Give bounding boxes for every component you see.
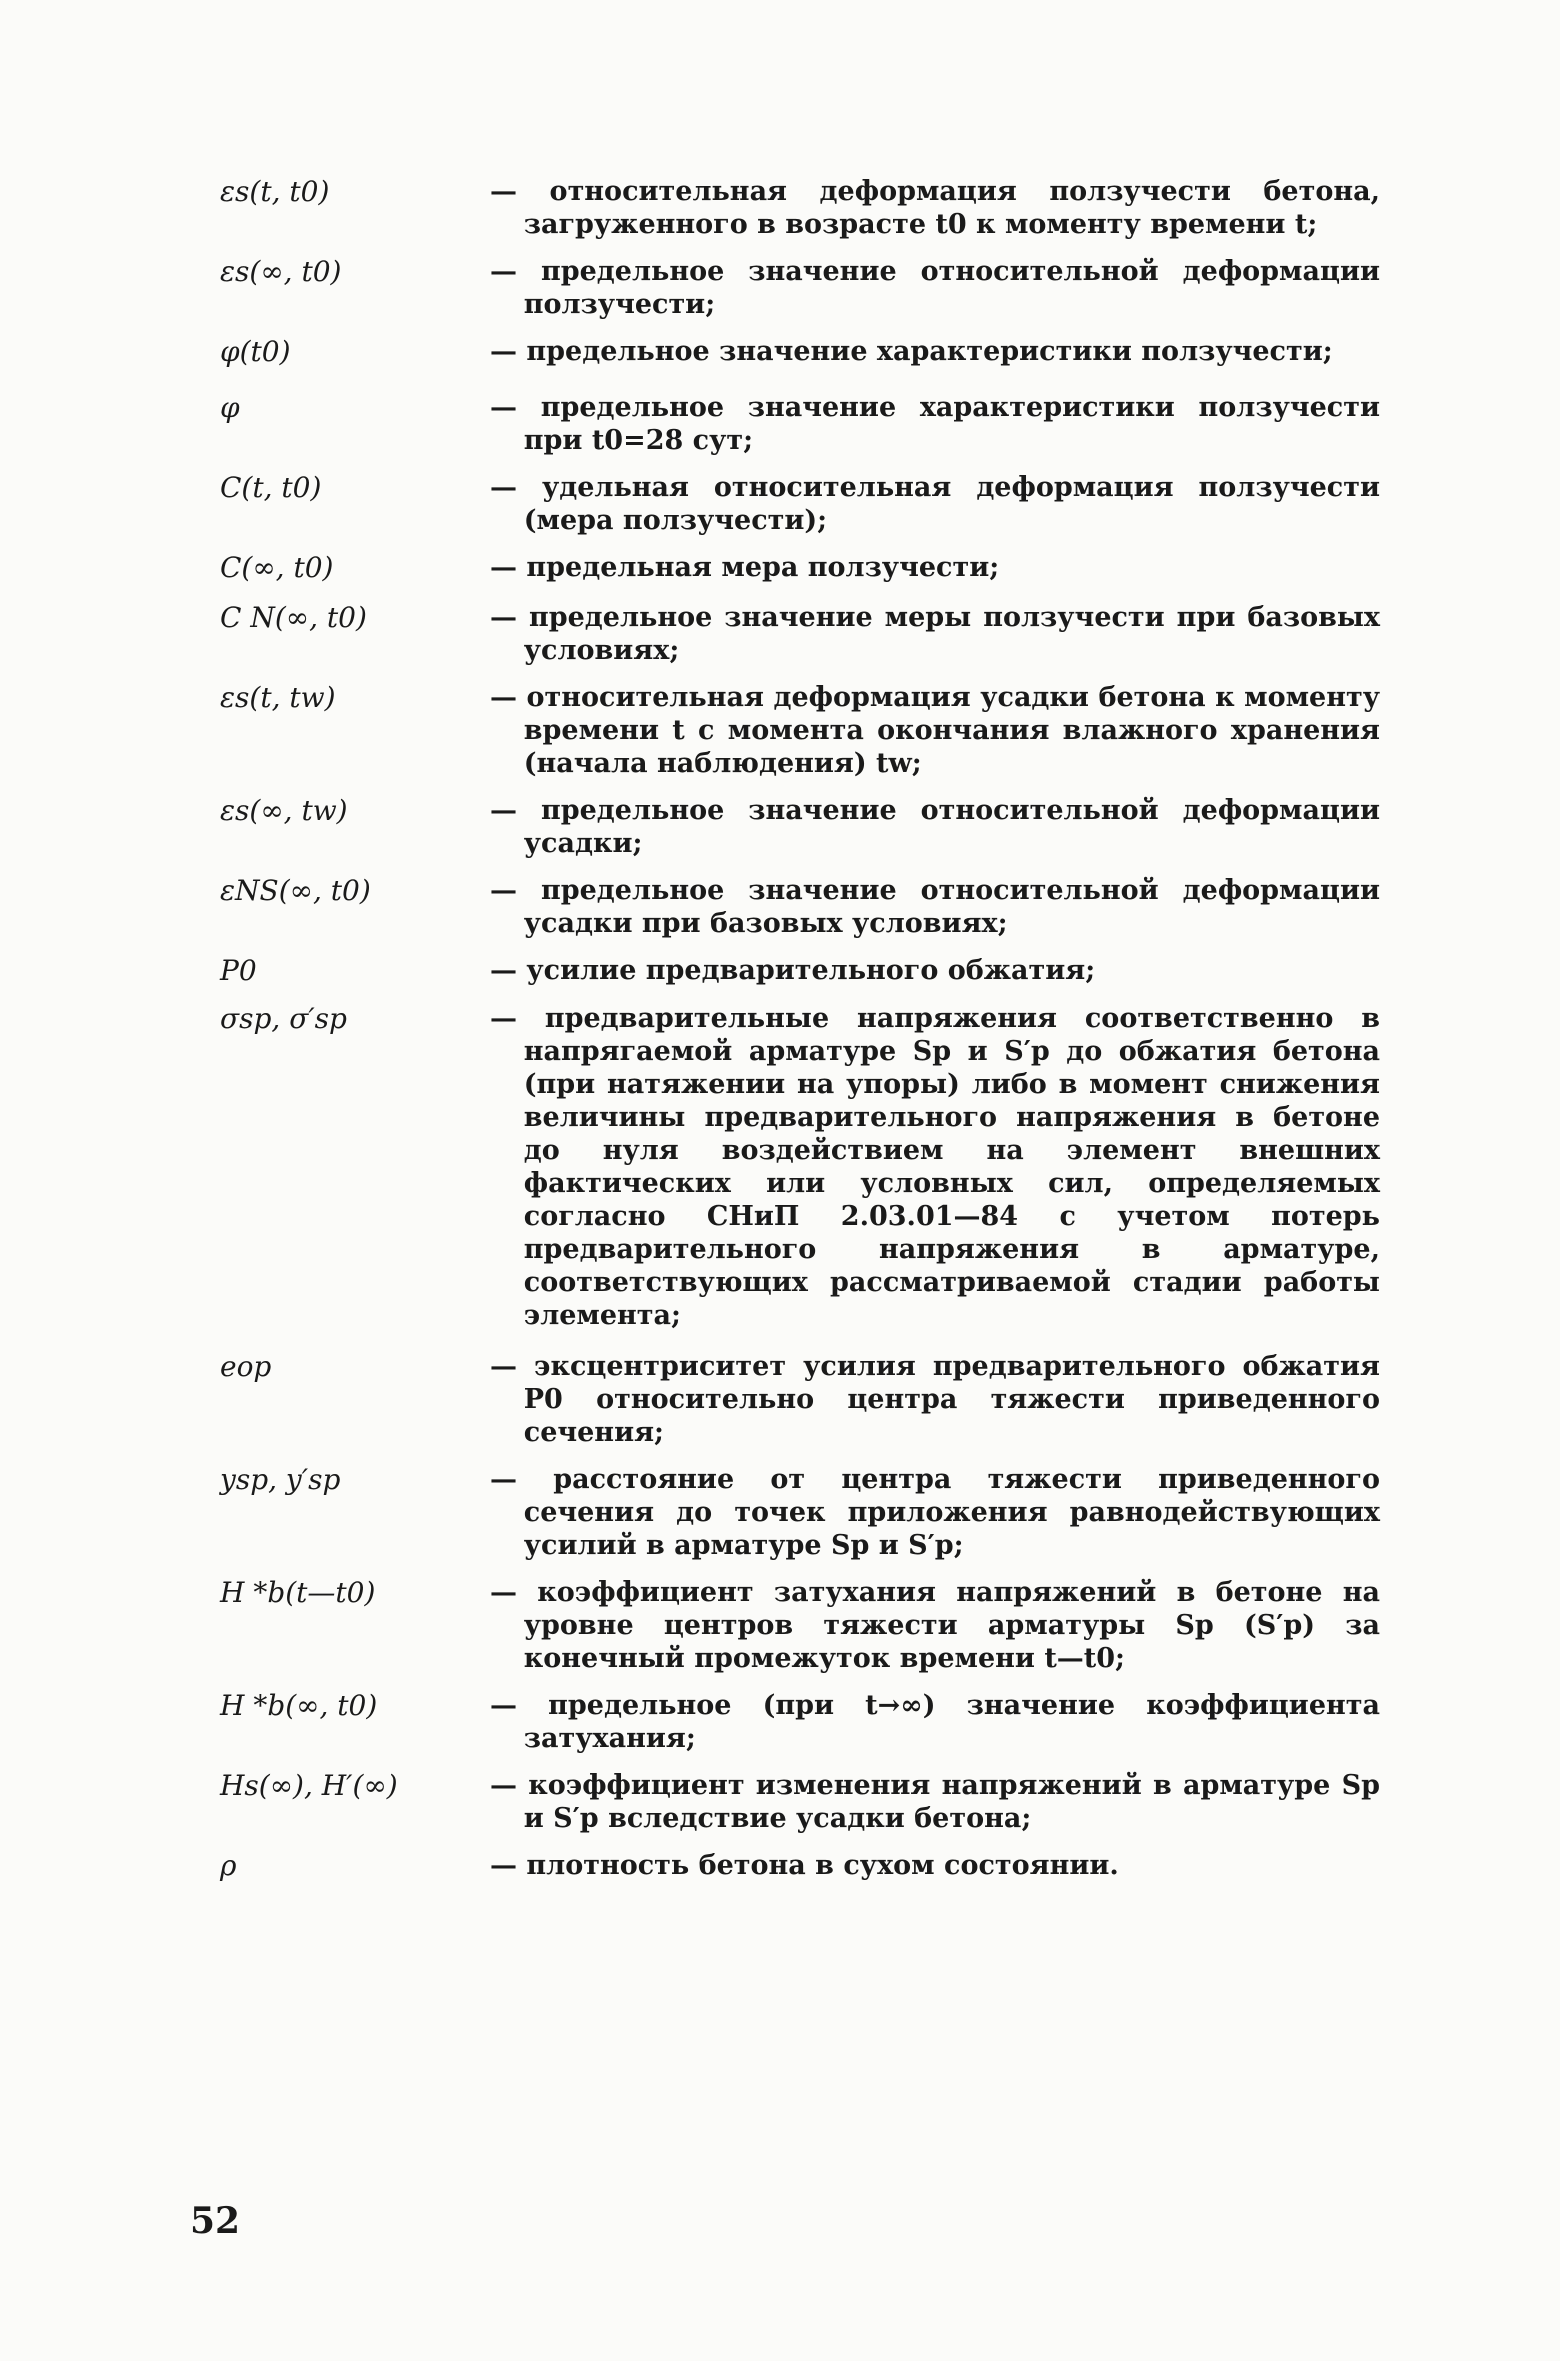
notation-symbol: εNS(∞, t0) xyxy=(220,874,371,907)
notation-symbol: C N(∞, t0) xyxy=(220,601,367,634)
notation-description: — относительная деформация усадки бетона к моменту времени t с момента окончания влажного хранения (начала наблюдения) tw; xyxy=(490,682,1380,779)
notation-entry xyxy=(200,175,1380,241)
notation-description: — предельное значение меры ползучести при базовых условиях; xyxy=(490,602,1380,666)
notation-description: — эксцентриситет усилия предварительного обжатия P0 относительно центра тяжести приведенного сечения; xyxy=(490,1351,1380,1448)
notation-description: — плотность бетона в сухом состоянии. xyxy=(490,1850,1119,1881)
notation-entry xyxy=(200,1463,1380,1562)
notation-description: — расстояние от центра тяжести приведенного сечения до точек приложения равнодействующих усилий в арматуре Sp и S′p; xyxy=(490,1464,1380,1561)
notation-entry xyxy=(200,1002,1380,1332)
notation-symbol: H *b(∞, t0) xyxy=(220,1689,378,1722)
notation-entry xyxy=(200,1689,1380,1755)
notation-entry xyxy=(200,551,1380,585)
notation-description: — предельное значение относительной деформации усадки; xyxy=(490,795,1380,859)
notation-description: — предельное значение относительной деформации ползучести; xyxy=(490,256,1380,320)
notation-description: — относительная деформация ползучести бетона, загруженного в возрасте t0 к моменту времени t; xyxy=(490,176,1380,240)
notation-description: — удельная относительная деформация ползучести (мера ползучести); xyxy=(490,472,1380,536)
notation-symbol: φ xyxy=(220,391,240,424)
notation-entry xyxy=(200,1576,1380,1675)
notation-symbol: εs(∞, t0) xyxy=(220,255,342,288)
notation-list xyxy=(200,175,1380,1883)
notation-entry xyxy=(200,794,1380,860)
notation-symbol: εs(∞, tw) xyxy=(220,794,348,827)
notation-description: — усилие предварительного обжатия; xyxy=(490,955,1096,986)
notation-symbol: ysp, y′sp xyxy=(220,1463,341,1496)
notation-description: — предельное значение характеристики ползучести; xyxy=(490,336,1333,367)
notation-entry xyxy=(200,954,1380,988)
notation-entry xyxy=(200,335,1380,369)
notation-symbol: eop xyxy=(220,1350,272,1383)
notation-entry xyxy=(200,391,1380,457)
notation-entry xyxy=(200,255,1380,321)
notation-symbol: σsp, σ′sp xyxy=(220,1002,347,1035)
notation-symbol: φ(t0) xyxy=(220,335,291,368)
notation-symbol: εs(t, tw) xyxy=(220,681,336,714)
notation-symbol: εs(t, t0) xyxy=(220,175,330,208)
notation-description: — предельное (при t→∞) значение коэффициента затухания; xyxy=(490,1690,1380,1754)
notation-symbol: ρ xyxy=(220,1849,237,1882)
page-number: 52 xyxy=(190,2200,241,2242)
notation-symbol: Hs(∞), H′(∞) xyxy=(220,1769,398,1802)
notation-entry xyxy=(200,1350,1380,1449)
notation-description: — предварительные напряжения соответственно в напрягаемой арматуре Sp и S′p до обжатия бетона (при натяжении на упоры) либо в момент снижения величины предварительного напряжения в бетоне до нуля воздействием на элемент внешних фактических или условных сил, определяемых согласно СНиП 2.03.01—84 с учетом потерь предварительного напряжения в арматуре, соответствующих рассматриваемой стадии работы элемента; xyxy=(490,1003,1380,1331)
notation-entry xyxy=(200,1849,1380,1883)
notation-description: — предельное значение относительной деформации усадки при базовых условиях; xyxy=(490,875,1380,939)
notation-symbol: P0 xyxy=(220,954,257,987)
notation-symbol: C(t, t0) xyxy=(220,471,322,504)
notation-entry xyxy=(200,681,1380,780)
notation-entry xyxy=(200,601,1380,667)
notation-description: — коэффициент затухания напряжений в бетоне на уровне центров тяжести арматуры Sp (S′p) за конечный промежуток времени t—t0; xyxy=(490,1577,1380,1674)
notation-symbol: H *b(t—t0) xyxy=(220,1576,376,1609)
notation-description: — коэффициент изменения напряжений в арматуре Sp и S′p вследствие усадки бетона; xyxy=(490,1770,1380,1834)
notation-symbol: C(∞, t0) xyxy=(220,551,334,584)
notation-entry xyxy=(200,471,1380,537)
notation-entry xyxy=(200,874,1380,940)
notation-description: — предельное значение характеристики ползучести при t0=28 сут; xyxy=(490,392,1380,456)
notation-description: — предельная мера ползучести; xyxy=(490,552,1000,583)
notation-entry xyxy=(200,1769,1380,1835)
